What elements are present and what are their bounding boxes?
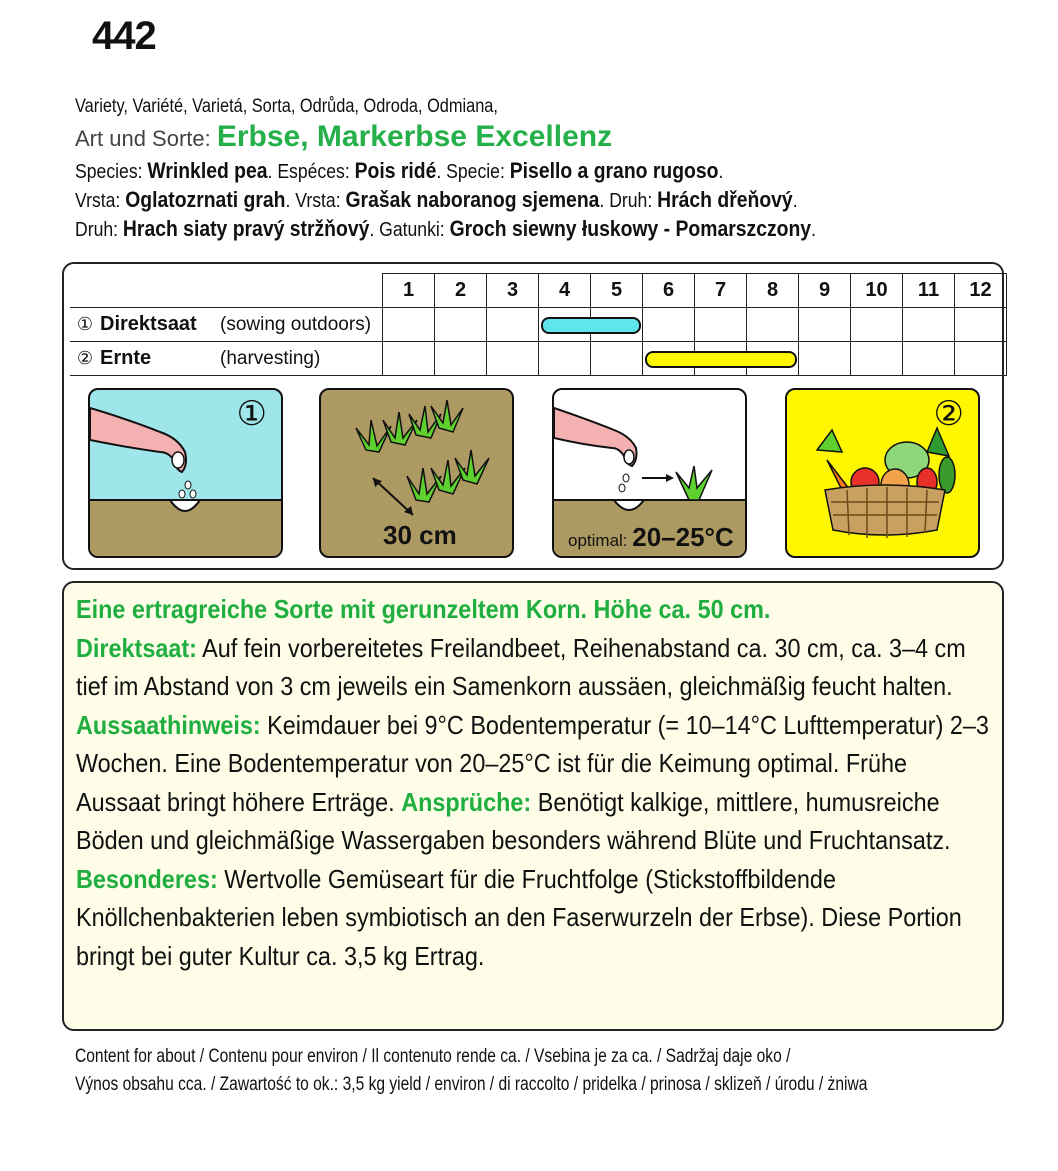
calendar-cell [435, 342, 487, 376]
species-name: Oglatozrnati grah [125, 187, 286, 212]
row-name: Direktsaat [100, 313, 197, 335]
art-und-sorte [75, 120, 612, 154]
species-name: Grašak naboranog sjemena [345, 187, 600, 212]
direktsaat-text: Auf fein vorbereitetes Freilandbeet, Reihenabstand ca. 30 cm, ca. 3–4 cm tief im Abstand von 3 cm jeweils ein Samenkorn aussäen, gleichmäßig feucht halten. [76, 632, 966, 701]
calendar-cell [955, 308, 1007, 342]
calendar-cell [643, 308, 695, 342]
content-footer [75, 1043, 867, 1099]
calendar-cell [799, 308, 851, 342]
variety-languages: Variety, Variété, Varietá, Sorta, Odrůda, Odroda, Odmiana, [75, 96, 498, 117]
month-cell: 3 [487, 274, 539, 308]
intro-heading: Eine ertragreiche Sorte mit gerunzeltem Korn. Höhe ca. 50 cm. [76, 594, 771, 624]
month-cell: 2 [435, 274, 487, 308]
calendar-cell [435, 308, 487, 342]
calendar-cell [851, 308, 903, 342]
step-1-circle: ① [76, 314, 94, 334]
month-cell: 5 [591, 274, 643, 308]
species-name: Wrinkled pea [147, 158, 268, 183]
month-cell: 8 [747, 274, 799, 308]
species-line-3 [75, 216, 816, 242]
sowing-calendar [70, 273, 1007, 376]
month-cell: 6 [643, 274, 695, 308]
germination-temperature-illustration [552, 388, 747, 558]
row-subtitle: (harvesting) [220, 347, 321, 369]
calendar-cell [487, 308, 539, 342]
variety-name: Erbse, Markerbse Excellenz [216, 120, 613, 153]
month-cell: 7 [695, 274, 747, 308]
step-1-circle: ① [236, 395, 267, 433]
species-language-label: . Specie: [436, 161, 510, 183]
direktsaat-label: Direktsaat: [76, 632, 197, 663]
species-name: Hrách dřeňový [657, 187, 793, 212]
footer-line-1: Content for about / Contenu pour environ / Il contenuto rende ca. / Vsebina je za ca. / Sadržaj daje oko / [75, 1046, 791, 1067]
species-name: Pisello a grano rugoso [509, 158, 719, 183]
step-2-circle: ② [933, 395, 964, 433]
species-language-label: . [792, 190, 798, 212]
species-name: Groch siewny łuskowy - Pomarszczony [449, 216, 812, 241]
aussaathinweis-text: Keimdauer bei 9°C Bodentemperatur (= 10–14°C Lufttemperatur) 2–3 Wochen. Eine Bodentemperatur von 20–25°C ist für die Keimung optimal. Frühe Aussaat bringt höhere Erträge. [76, 709, 989, 817]
step-2-circle: ② [76, 348, 94, 368]
calendar-cell [799, 342, 851, 376]
calendar-cell [903, 308, 955, 342]
besonderes-text: Wertvolle Gemüseart für die Fruchtfolge (Stickstoffbildende Knöllchenbakterien leben symbiotisch an den Faserwurzeln der Erbse). Diese Portion bringt bei guter Kultur ca. 3,5 kg Ertrag. [76, 863, 962, 971]
species-language-label: . [718, 161, 724, 183]
species-line-1 [75, 158, 723, 184]
species-name: Hrach siaty pravý stržňový [122, 216, 370, 241]
art-label: Art und Sorte: [75, 126, 217, 151]
plant-spacing-illustration [319, 388, 514, 558]
species-line-2 [75, 187, 798, 213]
calendar-cell [383, 342, 435, 376]
calendar-row-harvest [70, 342, 1007, 376]
species-language-label: . Espéces: [267, 161, 355, 183]
row-subtitle: (sowing outdoors) [220, 313, 372, 335]
species-language-label: Species: [75, 161, 148, 183]
spacing-label: 30 cm [383, 520, 457, 550]
calendar-cell [539, 308, 591, 342]
species-language-label: . Gatunki: [369, 219, 450, 241]
calendar-cell [955, 342, 1007, 376]
harvest-basket-illustration [785, 388, 980, 558]
aussaathinweis-label: Aussaathinweis: [76, 709, 261, 740]
calendar-cell [539, 342, 591, 376]
packet-number: 442 [92, 14, 156, 58]
calendar-cell [643, 342, 695, 376]
calendar-row-sowing [70, 308, 1007, 342]
species-name: Pois ridé [354, 158, 437, 183]
month-cell: 11 [903, 274, 955, 308]
sowing-period-bar [541, 317, 641, 334]
month-cell: 1 [383, 274, 435, 308]
calendar-cell [487, 342, 539, 376]
calendar-cell [747, 308, 799, 342]
ansprueche-text: Benötigt kalkige, mittlere, humusreiche Böden und gleichmäßige Wassergaben besonders während Blüte und Fruchtansatz. [76, 786, 951, 855]
calendar-cell [695, 308, 747, 342]
month-header-row [70, 274, 1007, 308]
calendar-cell [903, 342, 955, 376]
calendar-cell [591, 342, 643, 376]
month-cell: 12 [955, 274, 1007, 308]
footer-line-2: Výnos obsahu cca. / Zawartość to ok.: 3,5 kg yield / environ / di raccolto / pridelka / prinosa / sklizeň / úrodu / żniwa [75, 1074, 868, 1095]
species-language-label: Vrsta: [75, 190, 126, 212]
description-text [76, 590, 990, 975]
species-language-label: . Vrsta: [285, 190, 346, 212]
calendar-cell [851, 342, 903, 376]
harvest-period-bar [645, 351, 797, 368]
ansprueche-label: Ansprüche: [401, 786, 532, 817]
species-language-label: Druh: [75, 219, 123, 241]
row-name: Ernte [100, 347, 152, 369]
besonderes-label: Besonderes: [76, 863, 218, 894]
species-language-label: . Druh: [599, 190, 658, 212]
month-cell: 9 [799, 274, 851, 308]
calendar-cell [383, 308, 435, 342]
species-language-label: . [811, 219, 816, 241]
month-cell: 4 [539, 274, 591, 308]
optimal-temperature: optimal: 20–25°C [568, 522, 734, 552]
month-cell: 10 [851, 274, 903, 308]
sowing-hand-illustration [88, 388, 283, 558]
